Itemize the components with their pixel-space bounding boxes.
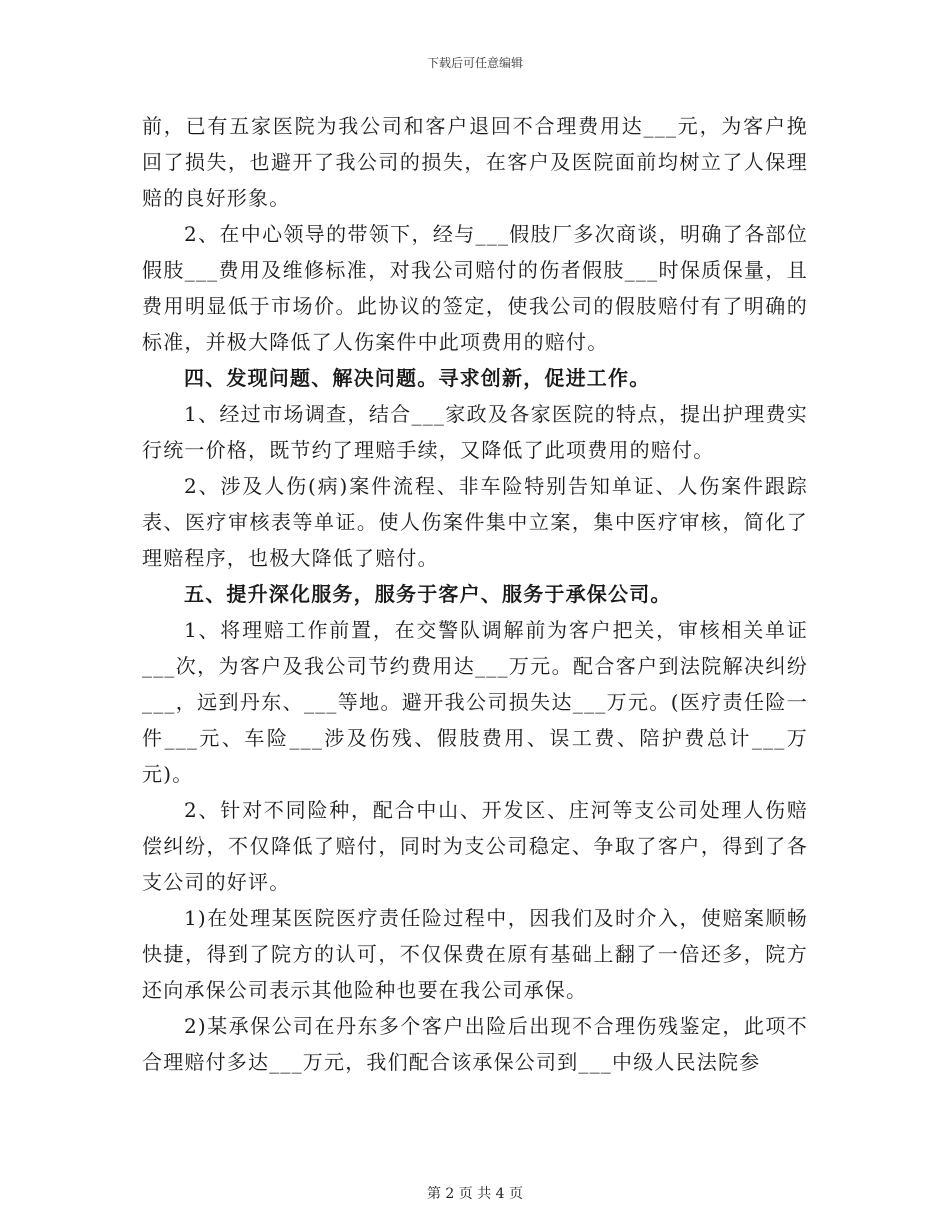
page-footer: 第 2 页 共 4 页 — [426, 1186, 524, 1202]
paragraph-hospital-case: 1)在处理某医院医疗责任险过程中，因我们及时介入，使赔案顺畅快捷，得到了院方的认可，不仅保费在原有基础上翻了一倍还多，院方还向承保公司表示其他险种也要在我公司承保。 — [142, 906, 808, 1002]
section-heading-four: 四、发现问题、解决问题。寻求创新，促进工作。 — [184, 366, 651, 390]
paragraph-nursing-fee: 1、经过市场调查，结合___家政及各家医院的特点，提出护理费实行统一价格，既节约了理赔手续，又降低了此项费用的赔付。 — [142, 402, 808, 462]
paragraph-prosthesis-standard: 2、在中心领导的带领下，经与___假肢厂多次商谈，明确了各部位假肢___费用及维修标准，对我公司赔付的伤者假肢___时保质保量，且费用明显低于市场价。此协议的签定，使我公司的假肢赔付有了明确的标准，并极大降低了人伤案件中此项费用的赔付。 — [142, 222, 808, 354]
paragraph-continuation: 前，已有五家医院为我公司和客户退回不合理费用达___元，为客户挽回了损失，也避开了我公司的损失，在客户及医院面前均树立了人保理赔的良好形象。 — [142, 114, 808, 210]
paragraph-branch-support: 2、针对不同险种，配合中山、开发区、庄河等支公司处理人伤赔偿纠纷，不仅降低了赔付，同时为支公司稳定、争取了客户，得到了各支公司的好评。 — [142, 798, 808, 894]
section-heading-five: 五、提升深化服务，服务于客户、服务于承保公司。 — [184, 582, 672, 606]
page-header: 下载后可任意编辑 — [426, 56, 523, 70]
paragraph-injury-process: 2、涉及人伤(病)案件流程、非车险特别告知单证、人伤案件跟踪表、医疗审核表等单证。使人伤案件集中立案，集中医疗审核，简化了理赔程序，也极大降低了赔付。 — [142, 474, 808, 570]
paragraph-claims-frontload: 1、将理赔工作前置，在交警队调解前为客户把关，审核相关单证___次，为客户及我公司节约费用达___万元。配合客户到法院解决纠纷___，远到丹东、___等地。避开我公司损失达___万元。(医疗责任险一件___元、车险___涉及伤残、假肢费用、误工费、陪护费总计___万元)。 — [142, 618, 808, 786]
paragraph-dandong-case: 2)某承保公司在丹东多个客户出险后出现不合理伤残鉴定，此项不合理赔付多达___万元，我们配合该承保公司到___中级人民法院参 — [142, 1014, 808, 1074]
document-body — [142, 108, 808, 1080]
